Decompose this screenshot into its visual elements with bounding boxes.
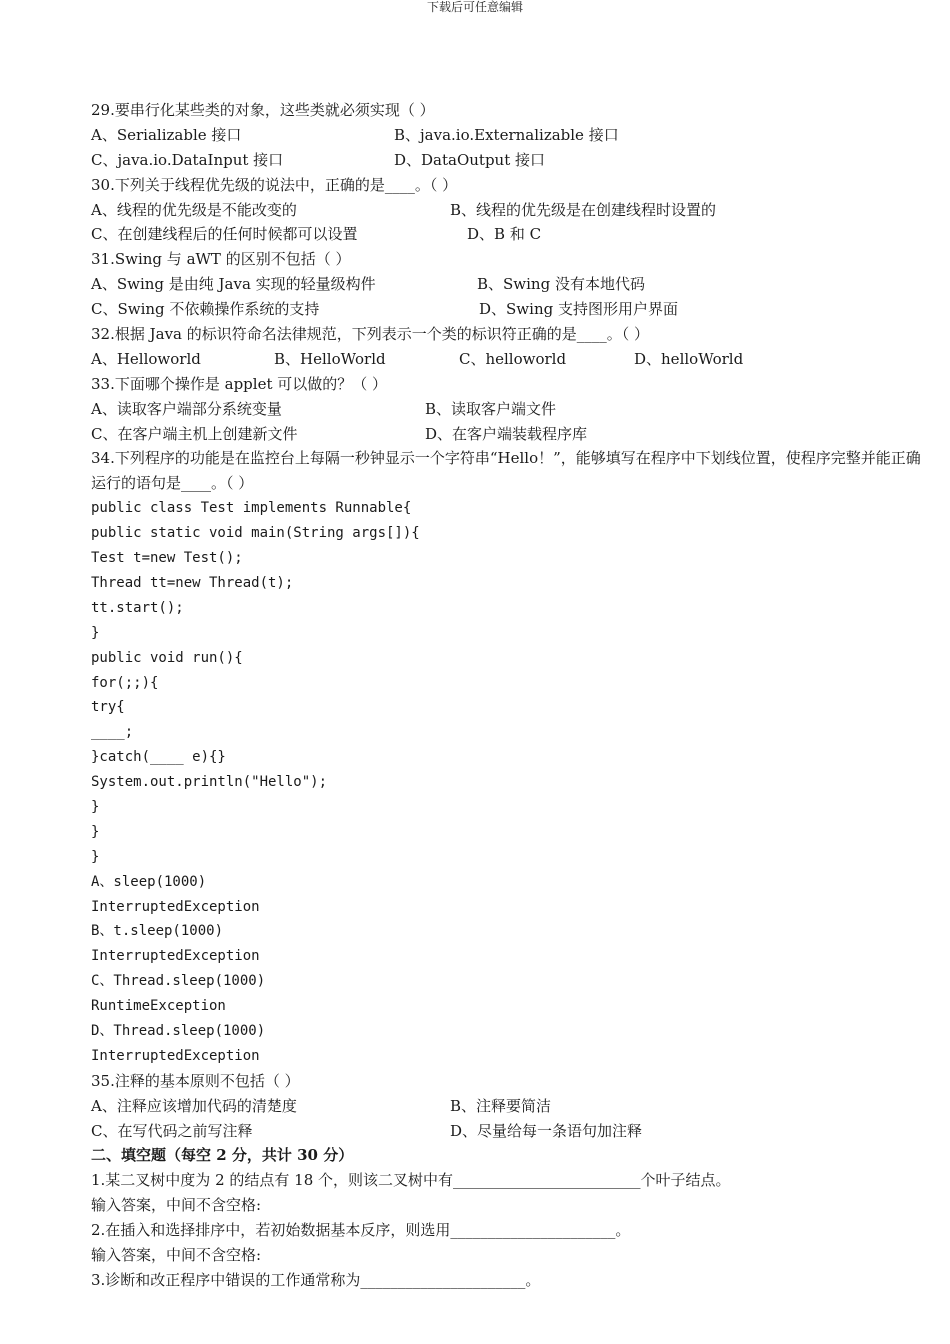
q32-option-a: A、Helloworld	[91, 349, 201, 368]
question-35-row2	[91, 1119, 921, 1144]
fill-question-2-hint: 输入答案，中间不含空格:	[91, 1245, 262, 1264]
q29-option-c: C、java.io.DataInput 接口	[91, 150, 284, 169]
code-line: }	[91, 848, 100, 865]
code-line: System.out.println("Hello");	[91, 774, 328, 791]
q35-option-b: B、注释要简洁	[450, 1096, 552, 1115]
q33-option-c: C、在客户端主机上创建新文件	[91, 424, 298, 443]
q34-option-a-exception: InterruptedException	[91, 898, 260, 915]
question-29-row1	[91, 123, 921, 148]
q35-option-d: D、尽量给每一条语句加注释	[450, 1121, 643, 1140]
question-34-stem: 34.下列程序的功能是在监控台上每隔一秒钟显示一个字符串“Hello！”，能够填写在程序中下划线位置，使程序完整并能正确运行的语句是____。（ ）	[91, 449, 921, 493]
q30-option-d: D、B 和 C	[467, 225, 542, 244]
code-line: public class Test implements Runnable{	[91, 500, 412, 517]
question-32-stem: 32.根据 Java 的标识符命名法律规范，下列表示一个类的标识符正确的是____。（ ）	[91, 325, 650, 344]
question-31-row2	[91, 297, 921, 322]
question-35-row1	[91, 1094, 921, 1119]
q35-option-a: A、注释应该增加代码的清楚度	[91, 1096, 297, 1115]
page-header: 下载后可任意编辑	[426, 0, 523, 14]
q34-option-b: B、t.sleep(1000)	[91, 923, 224, 940]
question-31-stem: 31.Swing 与 aWT 的区别不包括（ ）	[91, 250, 351, 269]
q35-option-c: C、在写代码之前写注释	[91, 1121, 253, 1140]
q33-option-d: D、在客户端装载程序库	[425, 424, 588, 443]
q31-option-a: A、Swing 是由纯 Java 实现的轻量级构件	[91, 275, 376, 294]
code-line: public static void main(String args[]){	[91, 525, 420, 542]
q29-option-d: D、DataOutput 接口	[394, 150, 546, 169]
q34-option-a: A、sleep(1000)	[91, 873, 207, 890]
q32-option-b: B、HelloWorld	[274, 349, 386, 368]
q30-option-c: C、在创建线程后的任何时候都可以设置	[91, 225, 358, 244]
code-line: }	[91, 823, 100, 840]
q31-option-c: C、Swing 不依赖操作系统的支持	[91, 300, 320, 319]
q31-option-b: B、Swing 没有本地代码	[477, 275, 645, 294]
code-block	[91, 496, 921, 869]
q33-option-a: A、读取客户端部分系统变量	[91, 399, 282, 418]
q34-option-d-exception: InterruptedException	[91, 1047, 260, 1064]
code-line: }	[91, 624, 100, 641]
fill-question-2: 2.在插入和选择排序中，若初始数据基本反序，则选用______________________。	[91, 1221, 631, 1240]
q32-option-d: D、helloWorld	[634, 349, 744, 368]
q29-option-b: B、java.io.Externalizable 接口	[394, 125, 619, 144]
fill-question-1-hint: 输入答案，中间不含空格:	[91, 1196, 262, 1215]
question-29-stem: 29.要串行化某些类的对象，这些类就必须实现（ ）	[91, 101, 435, 119]
q34-option-b-exception: InterruptedException	[91, 948, 260, 965]
code-line: public void run(){	[91, 649, 243, 666]
q34-option-c: C、Thread.sleep(1000)	[91, 973, 266, 990]
question-33-stem: 33.下面哪个操作是 applet 可以做的？（ ）	[91, 374, 388, 393]
question-35-stem: 35.注释的基本原则不包括（ ）	[91, 1071, 300, 1090]
question-30-stem: 30.下列关于线程优先级的说法中，正确的是____。（ ）	[91, 175, 458, 194]
q34-option-c-exception: RuntimeException	[91, 998, 226, 1015]
code-line: for(;;){	[91, 674, 159, 691]
question-33-row1	[91, 397, 921, 422]
question-34-options	[91, 870, 921, 1069]
question-30-row1	[91, 198, 921, 223]
code-line: tt.start();	[91, 599, 184, 616]
code-line: Test t=new Test();	[91, 550, 243, 567]
code-line: }	[91, 798, 100, 815]
fill-question-1: 1.某二叉树中度为 2 的结点有 18 个，则该二叉树中有_________________________个叶子结点。	[91, 1171, 731, 1190]
question-29-row2	[91, 148, 921, 173]
code-line: Thread tt=new Thread(t);	[91, 574, 294, 591]
section-2-title: 二、填空题（每空 2 分，共计 30 分）	[91, 1146, 354, 1165]
question-33-row2	[91, 422, 921, 447]
exam-content	[91, 98, 921, 1293]
code-line: try{	[91, 699, 125, 716]
q31-option-d: D、Swing 支持图形用户界面	[479, 300, 678, 319]
question-32-options	[91, 347, 921, 372]
q32-option-c: C、helloworld	[459, 349, 567, 368]
question-31-row1	[91, 272, 921, 297]
q34-option-d: D、Thread.sleep(1000)	[91, 1022, 266, 1039]
fill-question-3: 3.诊断和改正程序中错误的工作通常称为______________________。	[91, 1270, 541, 1289]
q30-option-a: A、线程的优先级是不能改变的	[91, 200, 297, 219]
q29-option-a: A、Serializable 接口	[91, 125, 242, 144]
question-30-row2	[91, 222, 921, 247]
q33-option-b: B、读取客户端文件	[425, 399, 557, 418]
code-line: }catch(____ e){}	[91, 749, 226, 766]
q30-option-b: B、线程的优先级是在创建线程时设置的	[450, 200, 717, 219]
code-line: ____;	[91, 724, 134, 741]
